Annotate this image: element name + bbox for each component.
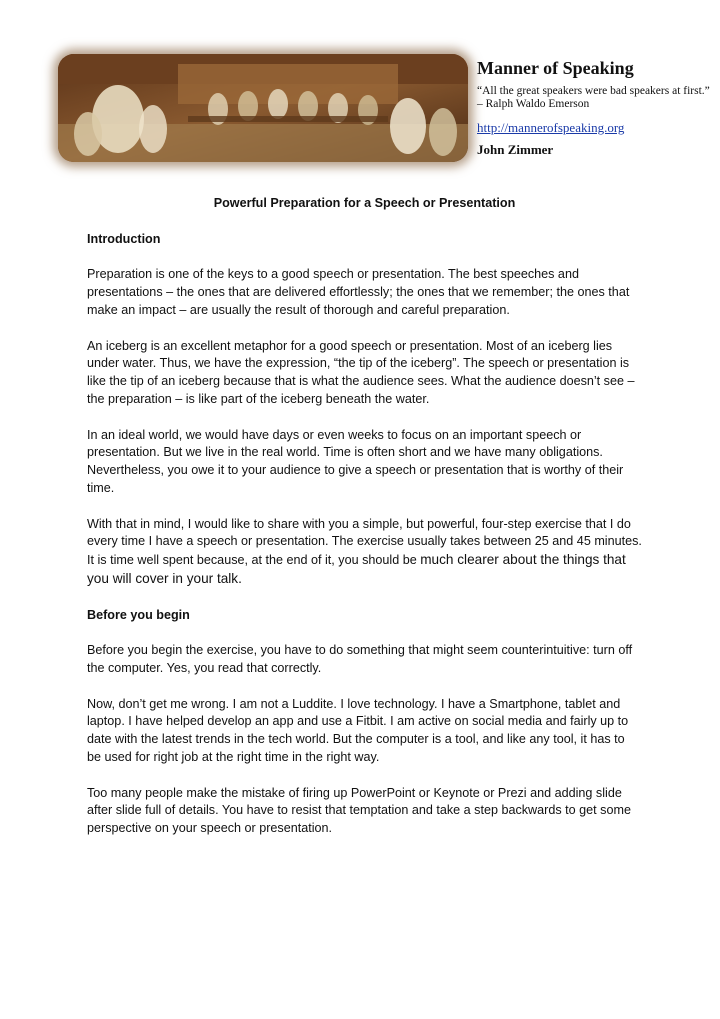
header-painting-image [58, 54, 468, 162]
paragraph-text-larger: much clearer about the things that you will cover in your talk. [87, 552, 626, 586]
section-heading-before-you-begin: Before you begin [87, 607, 190, 622]
paragraph-text: With that in mind, I would like to share with you a simple, but powerful, four-step exercise that I do every time I have a speech or presentation. The exercise usually takes between 25 and 45 minutes. It is time well spent because, at the end of it, you should be [87, 516, 642, 568]
document-body [87, 195, 642, 856]
paragraph: An iceberg is an excellent metaphor for a good speech or presentation. Most of an iceberg lies under water. Thus, we have the expression, “the tip of the iceberg”. The speech or presentation is like the tip of an iceberg because that is what the audience sees. What the audience doesn’t see – the preparation – is like part of the iceberg beneath the water. [87, 338, 635, 406]
section-heading-introduction: Introduction [87, 231, 161, 246]
painting-illustration [58, 54, 468, 162]
paragraph [87, 516, 642, 589]
author-name: John Zimmer [477, 142, 554, 157]
paragraph: Before you begin the exercise, you have to do something that might seem counterintuitive: turn off the computer. Yes, you read that correctly. [87, 643, 633, 675]
site-url-link[interactable]: http://mannerofspeaking.org [477, 120, 625, 135]
site-header [477, 58, 712, 158]
site-title: Manner of Speaking [477, 58, 634, 78]
paragraph: Now, don’t get me wrong. I am not a Luddite. I love technology. I have a Smartphone, tablet and laptop. I have helped develop an app and use a Fitbit. I am active on social media and fairly up to date with the latest trends in the tech world. But the computer is a tool, and like any tool, it has to be used for right job at the right time in the right way. [87, 696, 629, 764]
document-title: Powerful Preparation for a Speech or Presentation [213, 196, 516, 210]
paragraph: In an ideal world, we would have days or even weeks to focus on an important speech or presentation. But we live in the real world. Time is often short and we have many obligations. Nevertheless, you owe it to your audience to give a speech or presentation that is worthy of their time. [87, 427, 624, 495]
site-quote: “All the great speakers were bad speakers at first.” – Ralph Waldo Emerson [477, 85, 710, 110]
paragraph: Too many people make the mistake of firing up PowerPoint or Keynote or Prezi and adding slide after slide full of details. You have to resist that temptation and take a step backwards to get some perspective on your speech or presentation. [87, 785, 631, 836]
paragraph: Preparation is one of the keys to a good speech or presentation. The best speeches and presentations – the ones that are delivered effortlessly; the ones that we remember; the ones that make an impact – are usually the result of thorough and careful preparation. [87, 267, 630, 317]
